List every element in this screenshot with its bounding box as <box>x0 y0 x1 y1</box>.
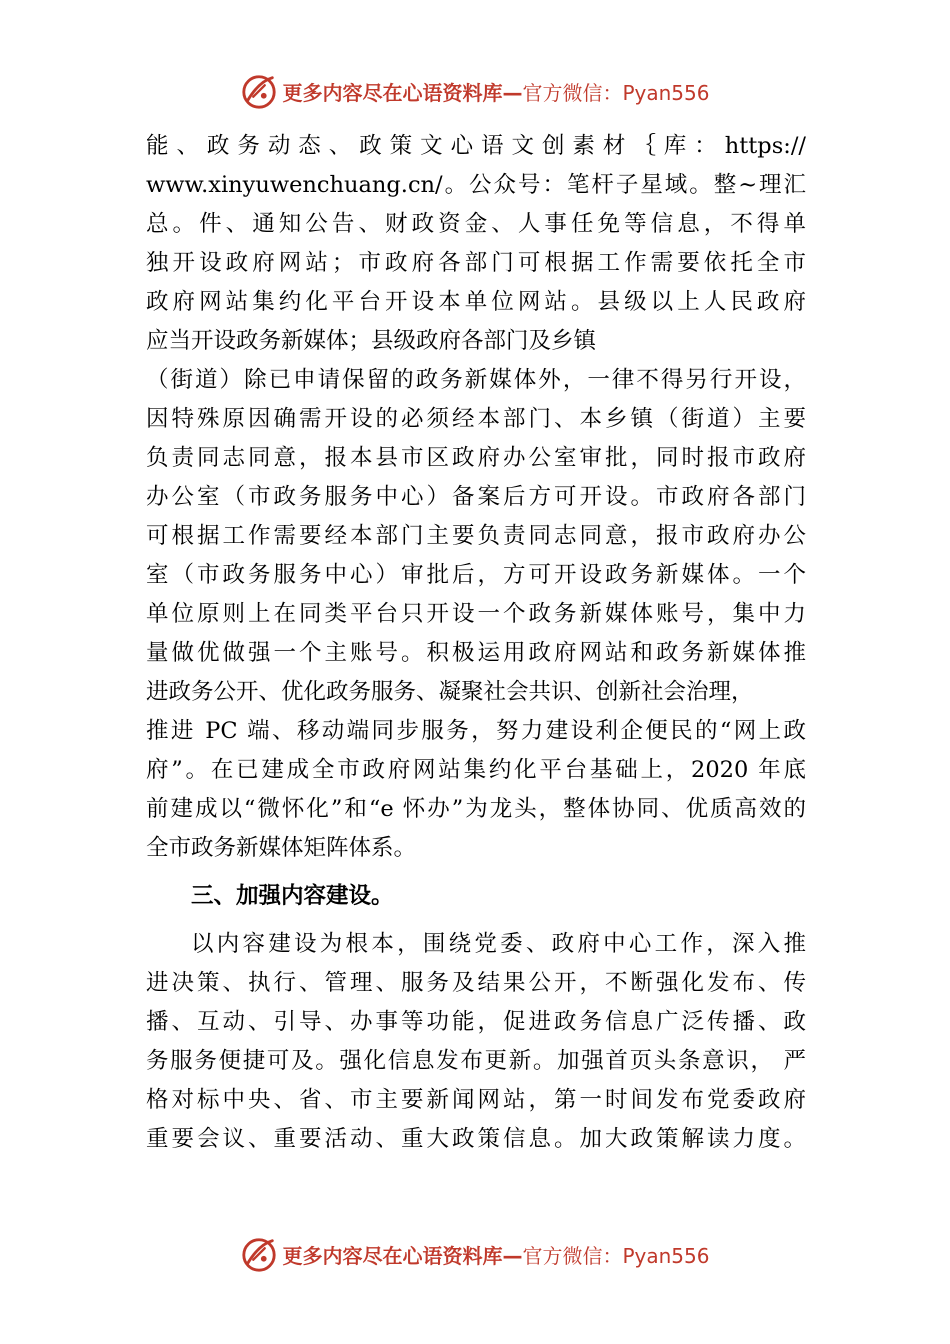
document-body <box>146 127 806 1159</box>
body-line: （街道）除已申请保留的政务新媒体外，一律不得另行开设， <box>146 367 806 393</box>
logo-icon <box>240 72 278 110</box>
body-line: 前建成以“微怀化”和“e 怀办”为龙头，整体协同、优质高效的 <box>146 796 806 822</box>
body-line: 以内容建设为根本，围绕党委、政府中心工作，深入推 <box>191 931 806 957</box>
body-line: 办公室（市政务服务中心）备案后方可开设。市政府各部门 <box>146 484 806 510</box>
body-line: 政府网站集约化平台开设本单位网站。县级以上人民政府 <box>146 289 806 315</box>
body-line: 播、互动、引导、办事等功能，促进政务信息广泛传播、政 <box>146 1009 806 1035</box>
section-heading: 三、加强内容建设。 <box>191 883 394 909</box>
body-line: 总。件、通知公告、财政资金、人事任免等信息，不得单 <box>146 211 806 237</box>
body-line: 务服务便捷可及。强化信息发布更新。加强首页头条意识， 严 <box>146 1048 806 1074</box>
footer-banner <box>0 1231 950 1277</box>
body-line: 应当开设政务新媒体；县级政府各部门及乡镇 <box>146 328 597 354</box>
body-line: 量做优做强一个主账号。积极运用政府网站和政务新媒体推 <box>146 640 806 666</box>
body-line: 重要会议、重要活动、重大政策信息。加大政策解读力度。 <box>146 1126 806 1152</box>
footer-banner-text: 更多内容尽在心语资料库—官方微信：Pyan556 <box>282 1243 710 1268</box>
body-line: www.xinyuwenchuang.cn/。公众号：笔杆子星域。整~理汇 <box>146 172 806 198</box>
body-line: 单位原则上在同类平台只开设一个政务新媒体账号，集中力 <box>146 601 806 627</box>
body-line: 能、政务动态、政策文心语文创素材｛库：https:// <box>146 133 806 159</box>
body-line: 全市政务新媒体矩阵体系。 <box>146 835 417 861</box>
body-line: 进决策、执行、管理、服务及结果公开，不断强化发布、传 <box>146 970 806 996</box>
body-line: 因特殊原因确需开设的必须经本部门、本乡镇（街道）主要 <box>146 406 806 432</box>
body-line: 独开设政府网站；市政府各部门可根据工作需要依托全市 <box>146 250 806 276</box>
body-line: 进政务公开、优化政务服务、凝聚社会共识、创新社会治理， <box>146 679 754 705</box>
header-banner-text: 更多内容尽在心语资料库—官方微信：Pyan556 <box>282 80 710 105</box>
body-line: 府”。在已建成全市政府网站集约化平台基础上，2020 年底 <box>146 757 806 783</box>
body-line: 室（市政务服务中心）审批后，方可开设政务新媒体。一个 <box>146 562 806 588</box>
body-line: 负责同志同意，报本县市区政府办公室审批，同时报市政府 <box>146 445 806 471</box>
header-banner <box>0 68 950 114</box>
body-line: 可根据工作需要经本部门主要负责同志同意，报市政府办公 <box>146 523 806 549</box>
body-line: 推进 PC 端、移动端同步服务，努力建设利企便民的“网上政 <box>146 718 806 744</box>
logo-icon <box>240 1235 278 1273</box>
body-line: 格对标中央、省、市主要新闻网站，第一时间发布党委政府 <box>146 1087 806 1113</box>
